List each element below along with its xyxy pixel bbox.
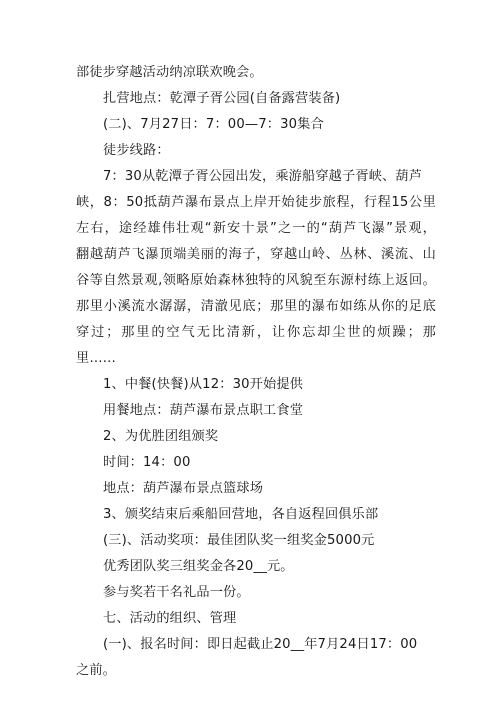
text-line: 扎营地点：乾潭子胥公园(自备露营装备): [103, 91, 341, 106]
text-line: 参与奖若干名礼品一份。: [103, 585, 250, 600]
text-line: 那里小溪流水潺潺，清澈见底；那里的瀑布如练从你的足底: [76, 299, 436, 314]
text-line: (三)、活动奖项：最佳团队奖一组奖金5000元: [103, 533, 375, 548]
text-line: 里……: [76, 351, 117, 366]
text-line: 之前。: [76, 663, 117, 678]
text-line: 时间：14：00: [103, 455, 191, 470]
text-line: 2、为优胜团组颁奖: [103, 429, 219, 444]
text-line: 峡，8：50抵葫芦瀑布景点上岸开始徒步旅程，行程15公里: [76, 195, 436, 210]
text-line: 1、中餐(快餐)从12：30开始提供: [103, 377, 304, 392]
text-line: (二)、7月27日：7：00—7：30集合: [103, 117, 324, 132]
text-line: 左右，途经雄伟壮观“新安十景”之一的“葫芦飞瀑”景观，: [76, 221, 436, 236]
text-line: (一)、报名时间：即日起截止20__年7月24日17：00: [103, 637, 418, 652]
text-line: 7：30从乾潭子胥公园出发，乘游船穿越子胥峡、葫芦: [103, 169, 423, 184]
text-line: 徒步线路：: [103, 143, 170, 158]
text-line: 谷等自然景观,领略原始森林独特的风貌至东源村练上返回。: [76, 273, 436, 288]
text-line: 用餐地点：葫芦瀑布景点职工食堂: [103, 403, 304, 418]
text-line: 3、颁奖结束后乘船回营地，各自返程回俱乐部: [103, 507, 379, 522]
text-line: 翻越葫芦飞瀑顶端美丽的海子，穿越山岭、丛林、溪流、山: [76, 247, 436, 262]
text-line: 地点：葫芦瀑布景点篮球场: [103, 481, 264, 496]
text-line: 七、活动的组织、管理: [103, 611, 237, 626]
text-line: 穿过；那里的空气无比清新，让你忘却尘世的烦躁；那: [76, 325, 436, 340]
text-line: 部徒步穿越活动纳凉联欢晚会。: [76, 65, 263, 80]
text-line: 优秀团队奖三组奖金各20__元。: [103, 559, 294, 574]
